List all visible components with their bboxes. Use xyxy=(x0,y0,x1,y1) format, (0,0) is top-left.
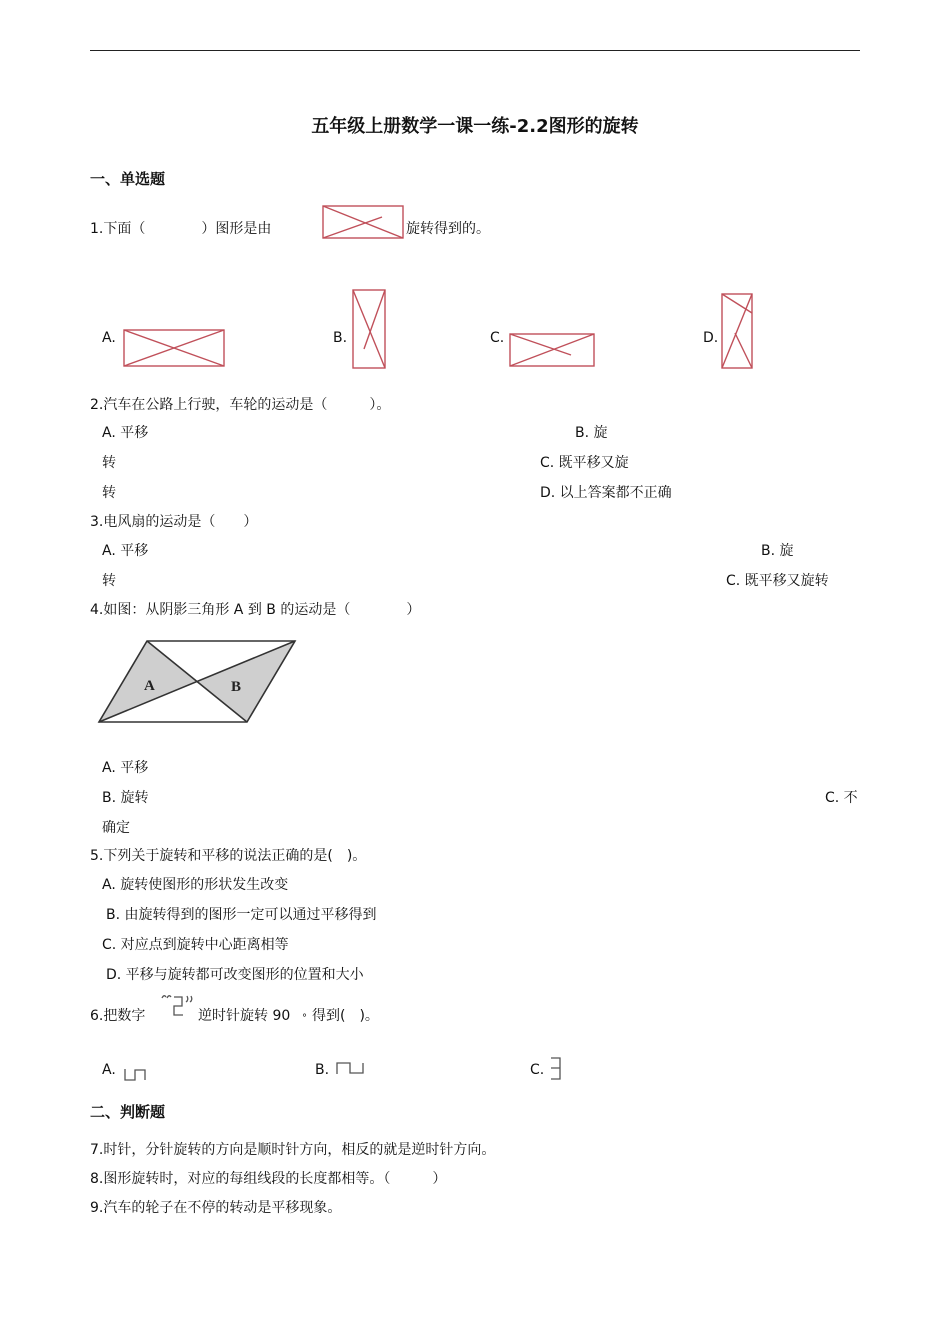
q4-parallelogram-figure xyxy=(96,638,300,726)
q2-stem: 2.汽车在公路上行驶，车轮的运动是（ ）。 xyxy=(90,397,391,413)
q6-option-c-figure xyxy=(548,1056,564,1082)
q1-option-c-label[interactable]: C. xyxy=(490,330,505,346)
q6-stem-middle: 逆时针旋转 90 xyxy=(198,1008,291,1024)
q6-option-a-figure xyxy=(123,1066,151,1082)
q1-option-d-figure xyxy=(721,293,753,369)
q5-option-d[interactable]: D. 平移与旋转都可改变图形的位置和大小 xyxy=(106,967,364,983)
q5-option-a[interactable]: A. 旋转使图形的形状发生改变 xyxy=(102,877,289,893)
q2-option-a[interactable]: A. 平移 xyxy=(102,425,149,441)
q8-statement: 8.图形旋转时，对应的每组线段的长度都相等。（ ） xyxy=(90,1171,447,1187)
q2-option-d[interactable]: D. 以上答案都不正确 xyxy=(540,485,672,501)
q4-label-a: A xyxy=(144,678,155,694)
q2-option-c-wrap: 转 xyxy=(102,485,116,501)
q6-stem-prefix: 6.把数字 xyxy=(90,1008,146,1024)
q3-option-a[interactable]: A. 平移 xyxy=(102,543,149,559)
q3-option-b[interactable]: B. 旋 xyxy=(761,543,794,559)
q3-option-b-wrap: 转 xyxy=(102,573,116,589)
q2-option-b-wrap: 转 xyxy=(102,455,116,471)
q4-label-b: B xyxy=(231,679,242,695)
q9-statement: 9.汽车的轮子在不停的转动是平移现象。 xyxy=(90,1200,342,1216)
q3-option-c[interactable]: C. 既平移又旋转 xyxy=(726,573,829,589)
q4-stem: 4.如图：从阴影三角形 A 到 B 的运动是（ ） xyxy=(90,602,421,618)
q1-option-c-figure xyxy=(509,333,595,367)
q5-option-b[interactable]: B. 由旋转得到的图形一定可以通过平移得到 xyxy=(106,907,377,923)
document-title: 五年级上册数学一课一练-2.2图形的旋转 xyxy=(311,116,639,137)
q6-option-c-label[interactable]: C. xyxy=(530,1062,545,1078)
q5-stem: 5.下列关于旋转和平移的说法正确的是( )。 xyxy=(90,848,367,864)
section-heading-true-false: 二、判断题 xyxy=(90,1103,166,1121)
q7-statement: 7.时针，分针旋转的方向是顺时针方向，相反的就是逆时针方向。 xyxy=(90,1142,496,1158)
q6-option-b-label[interactable]: B. xyxy=(315,1062,330,1078)
q4-option-c[interactable]: C. 不 xyxy=(825,790,858,806)
q1-stem-prefix: 1.下面（ ）图形是由 xyxy=(90,221,272,237)
q4-option-b[interactable]: B. 旋转 xyxy=(102,790,149,806)
q1-option-a-label[interactable]: A. xyxy=(102,330,116,346)
q3-stem: 3.电风扇的运动是（ ） xyxy=(90,514,258,530)
q4-option-c-wrap: 确定 xyxy=(102,820,130,836)
q1-reference-figure xyxy=(322,205,404,239)
section-heading-single-choice: 一、单选题 xyxy=(90,170,166,188)
q4-option-a[interactable]: A. 平移 xyxy=(102,760,149,776)
q6-digit-2-glyph xyxy=(160,992,196,1022)
q1-option-b-figure xyxy=(352,289,386,369)
q1-stem-suffix: 旋转得到的。 xyxy=(406,221,490,237)
q6-option-a-label[interactable]: A. xyxy=(102,1062,116,1078)
q2-option-b[interactable]: B. 旋 xyxy=(575,425,608,441)
q1-option-a-figure xyxy=(122,328,226,368)
q1-option-d-label[interactable]: D. xyxy=(703,330,719,346)
q2-option-c[interactable]: C. 既平移又旋 xyxy=(540,455,629,471)
q1-option-b-label[interactable]: B. xyxy=(333,330,348,346)
q6-stem-suffix: 得到( )。 xyxy=(312,1008,379,1024)
q6-degree-sign: ° xyxy=(302,1013,307,1024)
q5-option-c[interactable]: C. 对应点到旋转中心距离相等 xyxy=(102,937,289,953)
q6-option-b-figure xyxy=(335,1060,369,1076)
header-rule xyxy=(90,50,860,51)
